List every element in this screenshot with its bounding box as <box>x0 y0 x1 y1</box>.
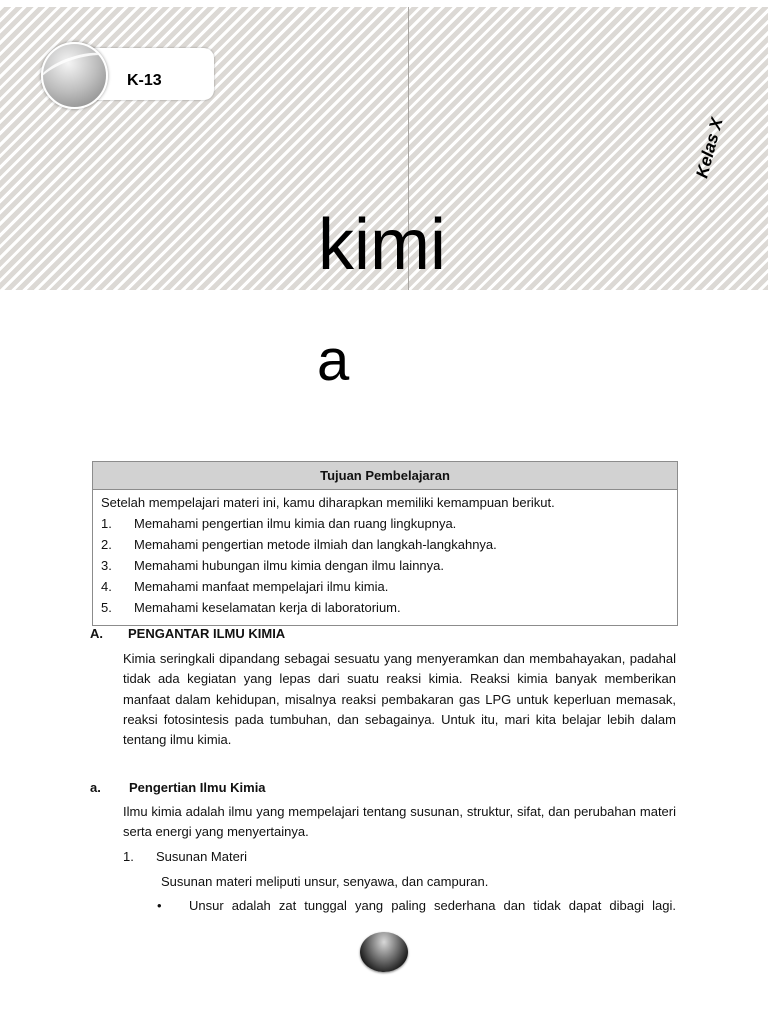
objectives-heading: Tujuan Pembelajaran <box>93 462 677 490</box>
objectives-intro: Setelah mempelajari materi ini, kamu diharapkan memiliki kemampuan berikut. <box>101 495 555 510</box>
class-label: Kelas X <box>692 115 727 181</box>
definition-paragraph: Ilmu kimia adalah ilmu yang mempelajari tentang susunan, struktur, sifat, dan perubahan materi serta energi yang menyertainya. <box>123 804 676 840</box>
title-part-2: a <box>317 328 350 393</box>
susunan-text: Susunan materi meliputi unsur, senyawa, dan campuran. <box>161 874 489 889</box>
title-part-1: kimi <box>318 205 446 285</box>
learning-objectives-box: Tujuan Pembelajaran Setelah mempelajari materi ini, kamu diharapkan memiliki kemampuan berikut. 1. Memahami pengertian ilmu kimia dan ruang lingkupnya. 2. Memahami pengertian metode ilmiah dan langkah-langkahnya. 3. Memahami hubungan ilmu kimia dengan ilmu lainnya. 4. Memahami manfaat mempelajari ilmu kimia. 5. Memahami keselamatan kerja di laboratorium. <box>92 461 678 626</box>
curriculum-label: K-13 <box>127 72 162 89</box>
intro-paragraph: Kimia seringkali dipandang sebagai sesuatu yang menyeramkan dan membahayakan, padahal tidak ada kegiatan yang lepas dari suatu reaksi kimia. Reaksi kimia banyak memberikan manfaat dalam kehidupan, misalnya reaksi pembakaran gas LPG untuk keperluan memasak, reaksi fotosintesis pada tumbuhan, dan sebagainya. Untuk itu, mari kita belajar lebih dalam tentang ilmu kimia. <box>123 651 676 748</box>
page-marker-icon <box>360 932 408 972</box>
bullet-text-unsur: Unsur adalah zat tunggal yang paling sederhana dan tidak dapat dibagi lagi. <box>189 898 676 913</box>
globe-icon <box>41 42 108 109</box>
bullet-marker: • <box>157 898 162 913</box>
